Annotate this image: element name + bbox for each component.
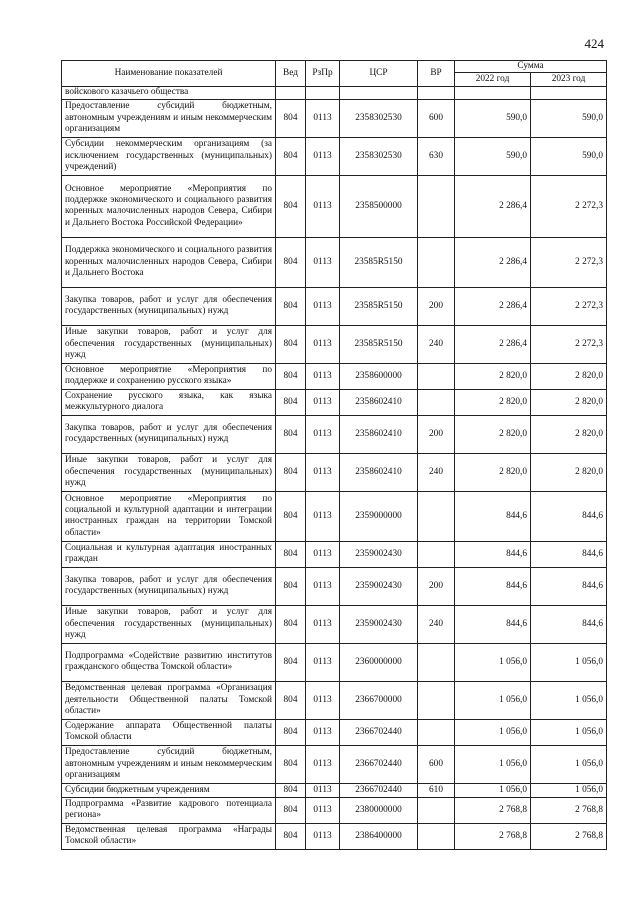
table-row: [62, 491, 607, 541]
page-number: 424: [584, 36, 604, 51]
table-row: [62, 363, 607, 389]
row-sum-2022: [455, 87, 531, 99]
row-sum-2022: 1 056,0: [455, 643, 531, 681]
row-sum-2023: 2 272,3: [531, 237, 607, 287]
row-rzpr: 0113: [306, 363, 340, 389]
row-sum-2022: 1 056,0: [455, 681, 531, 719]
table-row: [62, 797, 607, 823]
row-vr: [418, 237, 455, 287]
row-csr: 2358602410: [340, 415, 418, 453]
row-sum-2023: 844,6: [531, 567, 607, 605]
row-ved: 804: [276, 453, 306, 491]
row-sum-2023: 844,6: [531, 491, 607, 541]
row-vr: 630: [418, 137, 455, 175]
row-sum-2022: 844,6: [455, 491, 531, 541]
row-name: Закупка товаров, работ и услуг для обеспечения государственных (муниципальных) нужд: [62, 567, 276, 605]
row-ved: 804: [276, 797, 306, 823]
row-sum-2022: 1 056,0: [455, 783, 531, 797]
row-vr: 600: [418, 99, 455, 137]
table-row: [62, 87, 607, 99]
row-rzpr: 0113: [306, 389, 340, 415]
row-rzpr: 0113: [306, 175, 340, 237]
table-row: [62, 453, 607, 491]
row-vr: [418, 363, 455, 389]
row-vr: [418, 719, 455, 745]
row-sum-2023: 2 768,8: [531, 823, 607, 849]
row-sum-2022: 2 820,0: [455, 389, 531, 415]
row-rzpr: 0113: [306, 797, 340, 823]
row-csr: 2380000000: [340, 797, 418, 823]
row-sum-2022: 2 286,4: [455, 175, 531, 237]
row-sum-2023: 590,0: [531, 99, 607, 137]
row-name: Иные закупки товаров, работ и услуг для обеспечения государственных (муниципальных) нужд: [62, 325, 276, 363]
budget-table: [61, 60, 607, 850]
row-sum-2022: 590,0: [455, 99, 531, 137]
row-csr: 2358602410: [340, 453, 418, 491]
row-rzpr: 0113: [306, 541, 340, 567]
table-row: [62, 783, 607, 797]
header-rzpr: РзПр: [306, 61, 340, 87]
row-sum-2023: 1 056,0: [531, 719, 607, 745]
row-sum-2023: 590,0: [531, 137, 607, 175]
row-rzpr: 0113: [306, 415, 340, 453]
row-name: Социальная и культурная адаптация иностранных граждан: [62, 541, 276, 567]
row-ved: 804: [276, 541, 306, 567]
row-rzpr: 0113: [306, 287, 340, 325]
row-vr: 610: [418, 783, 455, 797]
row-name: Подпрограмма «Развитие кадрового потенциала региона»: [62, 797, 276, 823]
row-vr: [418, 87, 455, 99]
row-csr: 2366700000: [340, 681, 418, 719]
row-rzpr: 0113: [306, 99, 340, 137]
row-csr: 2358302530: [340, 137, 418, 175]
row-name: Субсидии некоммерческим организациям (за исключением государственных (муниципальных) учреждений): [62, 137, 276, 175]
row-rzpr: 0113: [306, 643, 340, 681]
row-csr: 2358500000: [340, 175, 418, 237]
row-name: Закупка товаров, работ и услуг для обеспечения государственных (муниципальных) нужд: [62, 415, 276, 453]
row-sum-2023: 1 056,0: [531, 783, 607, 797]
row-vr: [418, 823, 455, 849]
row-ved: 804: [276, 99, 306, 137]
table-row: [62, 567, 607, 605]
row-rzpr: 0113: [306, 745, 340, 783]
row-sum-2023: 2 820,0: [531, 453, 607, 491]
row-ved: 804: [276, 745, 306, 783]
row-csr: 2360000000: [340, 643, 418, 681]
row-sum-2022: 844,6: [455, 567, 531, 605]
row-sum-2022: 2 820,0: [455, 363, 531, 389]
row-sum-2023: 2 272,3: [531, 287, 607, 325]
row-csr: 2358600000: [340, 363, 418, 389]
table-row: [62, 719, 607, 745]
row-sum-2022: 590,0: [455, 137, 531, 175]
row-sum-2023: 2 768,8: [531, 797, 607, 823]
row-sum-2023: 844,6: [531, 605, 607, 643]
row-name: Основное мероприятие «Мероприятия по социальной и культурной адаптации и интеграции иностранных граждан на территории Томской области»: [62, 491, 276, 541]
table-row: [62, 605, 607, 643]
row-csr: 23585R5150: [340, 287, 418, 325]
table-row: [62, 287, 607, 325]
row-vr: [418, 643, 455, 681]
row-sum-2022: 2 820,0: [455, 453, 531, 491]
row-sum-2023: [531, 87, 607, 99]
row-ved: 804: [276, 719, 306, 745]
row-vr: [418, 541, 455, 567]
table-row: [62, 137, 607, 175]
table-row: [62, 823, 607, 849]
row-sum-2022: 2 286,4: [455, 237, 531, 287]
row-sum-2023: 1 056,0: [531, 681, 607, 719]
header-2023: 2023 год: [531, 73, 607, 87]
row-name: Субсидии бюджетным учреждениям: [62, 783, 276, 797]
row-ved: 804: [276, 605, 306, 643]
table-row: [62, 175, 607, 237]
row-sum-2023: 844,6: [531, 541, 607, 567]
row-rzpr: 0113: [306, 325, 340, 363]
table-row: [62, 415, 607, 453]
row-rzpr: [306, 87, 340, 99]
row-sum-2022: 844,6: [455, 541, 531, 567]
row-ved: 804: [276, 287, 306, 325]
row-name: Предоставление субсидий бюджетным, автономным учреждениям и иным некоммерческим организациям: [62, 745, 276, 783]
row-ved: 804: [276, 491, 306, 541]
row-ved: 804: [276, 681, 306, 719]
row-name: войскового казачьего общества: [62, 87, 276, 99]
row-vr: [418, 797, 455, 823]
row-rzpr: 0113: [306, 453, 340, 491]
row-name: Ведомственная целевая программа «Награды Томской области»: [62, 823, 276, 849]
row-sum-2023: 2 820,0: [531, 389, 607, 415]
row-sum-2023: 2 820,0: [531, 415, 607, 453]
row-rzpr: 0113: [306, 783, 340, 797]
row-sum-2022: 2 286,4: [455, 325, 531, 363]
row-vr: 200: [418, 287, 455, 325]
row-csr: 2386400000: [340, 823, 418, 849]
row-ved: 804: [276, 137, 306, 175]
header-sum: Сумма: [455, 61, 607, 73]
row-ved: 804: [276, 823, 306, 849]
row-csr: 2358302530: [340, 99, 418, 137]
table-row: [62, 389, 607, 415]
header-vr: ВР: [418, 61, 455, 87]
row-csr: 2359002430: [340, 605, 418, 643]
row-vr: [418, 175, 455, 237]
row-csr: 2359002430: [340, 541, 418, 567]
row-rzpr: 0113: [306, 491, 340, 541]
row-rzpr: 0113: [306, 567, 340, 605]
row-sum-2022: 2 286,4: [455, 287, 531, 325]
row-csr: 2359002430: [340, 567, 418, 605]
row-sum-2022: 844,6: [455, 605, 531, 643]
row-vr: [418, 681, 455, 719]
row-vr: [418, 389, 455, 415]
row-name: Сохранение русского языка, как языка межкультурного диалога: [62, 389, 276, 415]
row-rzpr: 0113: [306, 823, 340, 849]
row-vr: 600: [418, 745, 455, 783]
row-vr: 240: [418, 325, 455, 363]
row-name: Основное мероприятие «Мероприятия по поддержке экономического и социального развития коренных малочисленных народов Севера, Сибири и Дальнего Востока Российской Федерации»: [62, 175, 276, 237]
row-name: Закупка товаров, работ и услуг для обеспечения государственных (муниципальных) нужд: [62, 287, 276, 325]
row-name: Иные закупки товаров, работ и услуг для обеспечения государственных (муниципальных) нужд: [62, 605, 276, 643]
row-csr: [340, 87, 418, 99]
row-ved: 804: [276, 237, 306, 287]
row-name: Ведомственная целевая программа «Организация деятельности Общественной палаты Томской области»: [62, 681, 276, 719]
row-csr: 23585R5150: [340, 237, 418, 287]
row-name: Основное мероприятие «Мероприятия по поддержке и сохранению русского языка»: [62, 363, 276, 389]
row-sum-2023: 2 272,3: [531, 325, 607, 363]
table-row: [62, 681, 607, 719]
row-sum-2022: 2 768,8: [455, 797, 531, 823]
row-csr: 2359000000: [340, 491, 418, 541]
row-ved: 804: [276, 175, 306, 237]
row-ved: 804: [276, 415, 306, 453]
row-vr: 240: [418, 453, 455, 491]
row-rzpr: 0113: [306, 137, 340, 175]
row-sum-2023: 1 056,0: [531, 643, 607, 681]
row-rzpr: 0113: [306, 605, 340, 643]
row-ved: [276, 87, 306, 99]
row-sum-2023: 1 056,0: [531, 745, 607, 783]
row-vr: 240: [418, 605, 455, 643]
row-ved: 804: [276, 643, 306, 681]
row-vr: [418, 491, 455, 541]
row-csr: 2358602410: [340, 389, 418, 415]
table-row: [62, 745, 607, 783]
row-ved: 804: [276, 325, 306, 363]
row-vr: 200: [418, 567, 455, 605]
row-csr: 2366702440: [340, 783, 418, 797]
table-row: [62, 643, 607, 681]
row-sum-2023: 2 820,0: [531, 363, 607, 389]
row-ved: 804: [276, 389, 306, 415]
row-sum-2022: 2 820,0: [455, 415, 531, 453]
row-name: Поддержка экономического и социального развития коренных малочисленных народов Севера, Сибири и Дальнего Востока: [62, 237, 276, 287]
row-rzpr: 0113: [306, 237, 340, 287]
row-name: Иные закупки товаров, работ и услуг для обеспечения государственных (муниципальных) нужд: [62, 453, 276, 491]
row-vr: 200: [418, 415, 455, 453]
row-csr: 2366702440: [340, 745, 418, 783]
table-row: [62, 325, 607, 363]
header-name: Наименование показателей: [62, 61, 276, 87]
row-name: Подпрограмма «Содействие развитию институтов гражданского общества Томской области»: [62, 643, 276, 681]
header-csr: ЦСР: [340, 61, 418, 87]
header-ved: Вед: [276, 61, 306, 87]
row-ved: 804: [276, 567, 306, 605]
row-sum-2022: 2 768,8: [455, 823, 531, 849]
row-csr: 23585R5150: [340, 325, 418, 363]
table-row: [62, 541, 607, 567]
row-sum-2022: 1 056,0: [455, 745, 531, 783]
row-rzpr: 0113: [306, 719, 340, 745]
row-sum-2022: 1 056,0: [455, 719, 531, 745]
row-ved: 804: [276, 783, 306, 797]
row-csr: 2366702440: [340, 719, 418, 745]
table-row: [62, 237, 607, 287]
header-2022: 2022 год: [455, 73, 531, 87]
row-name: Предоставление субсидий бюджетным, автономным учреждениям и иным некоммерческим организациям: [62, 99, 276, 137]
row-sum-2023: 2 272,3: [531, 175, 607, 237]
row-rzpr: 0113: [306, 681, 340, 719]
table-row: [62, 99, 607, 137]
row-name: Содержание аппарата Общественной палаты Томской области: [62, 719, 276, 745]
row-ved: 804: [276, 363, 306, 389]
